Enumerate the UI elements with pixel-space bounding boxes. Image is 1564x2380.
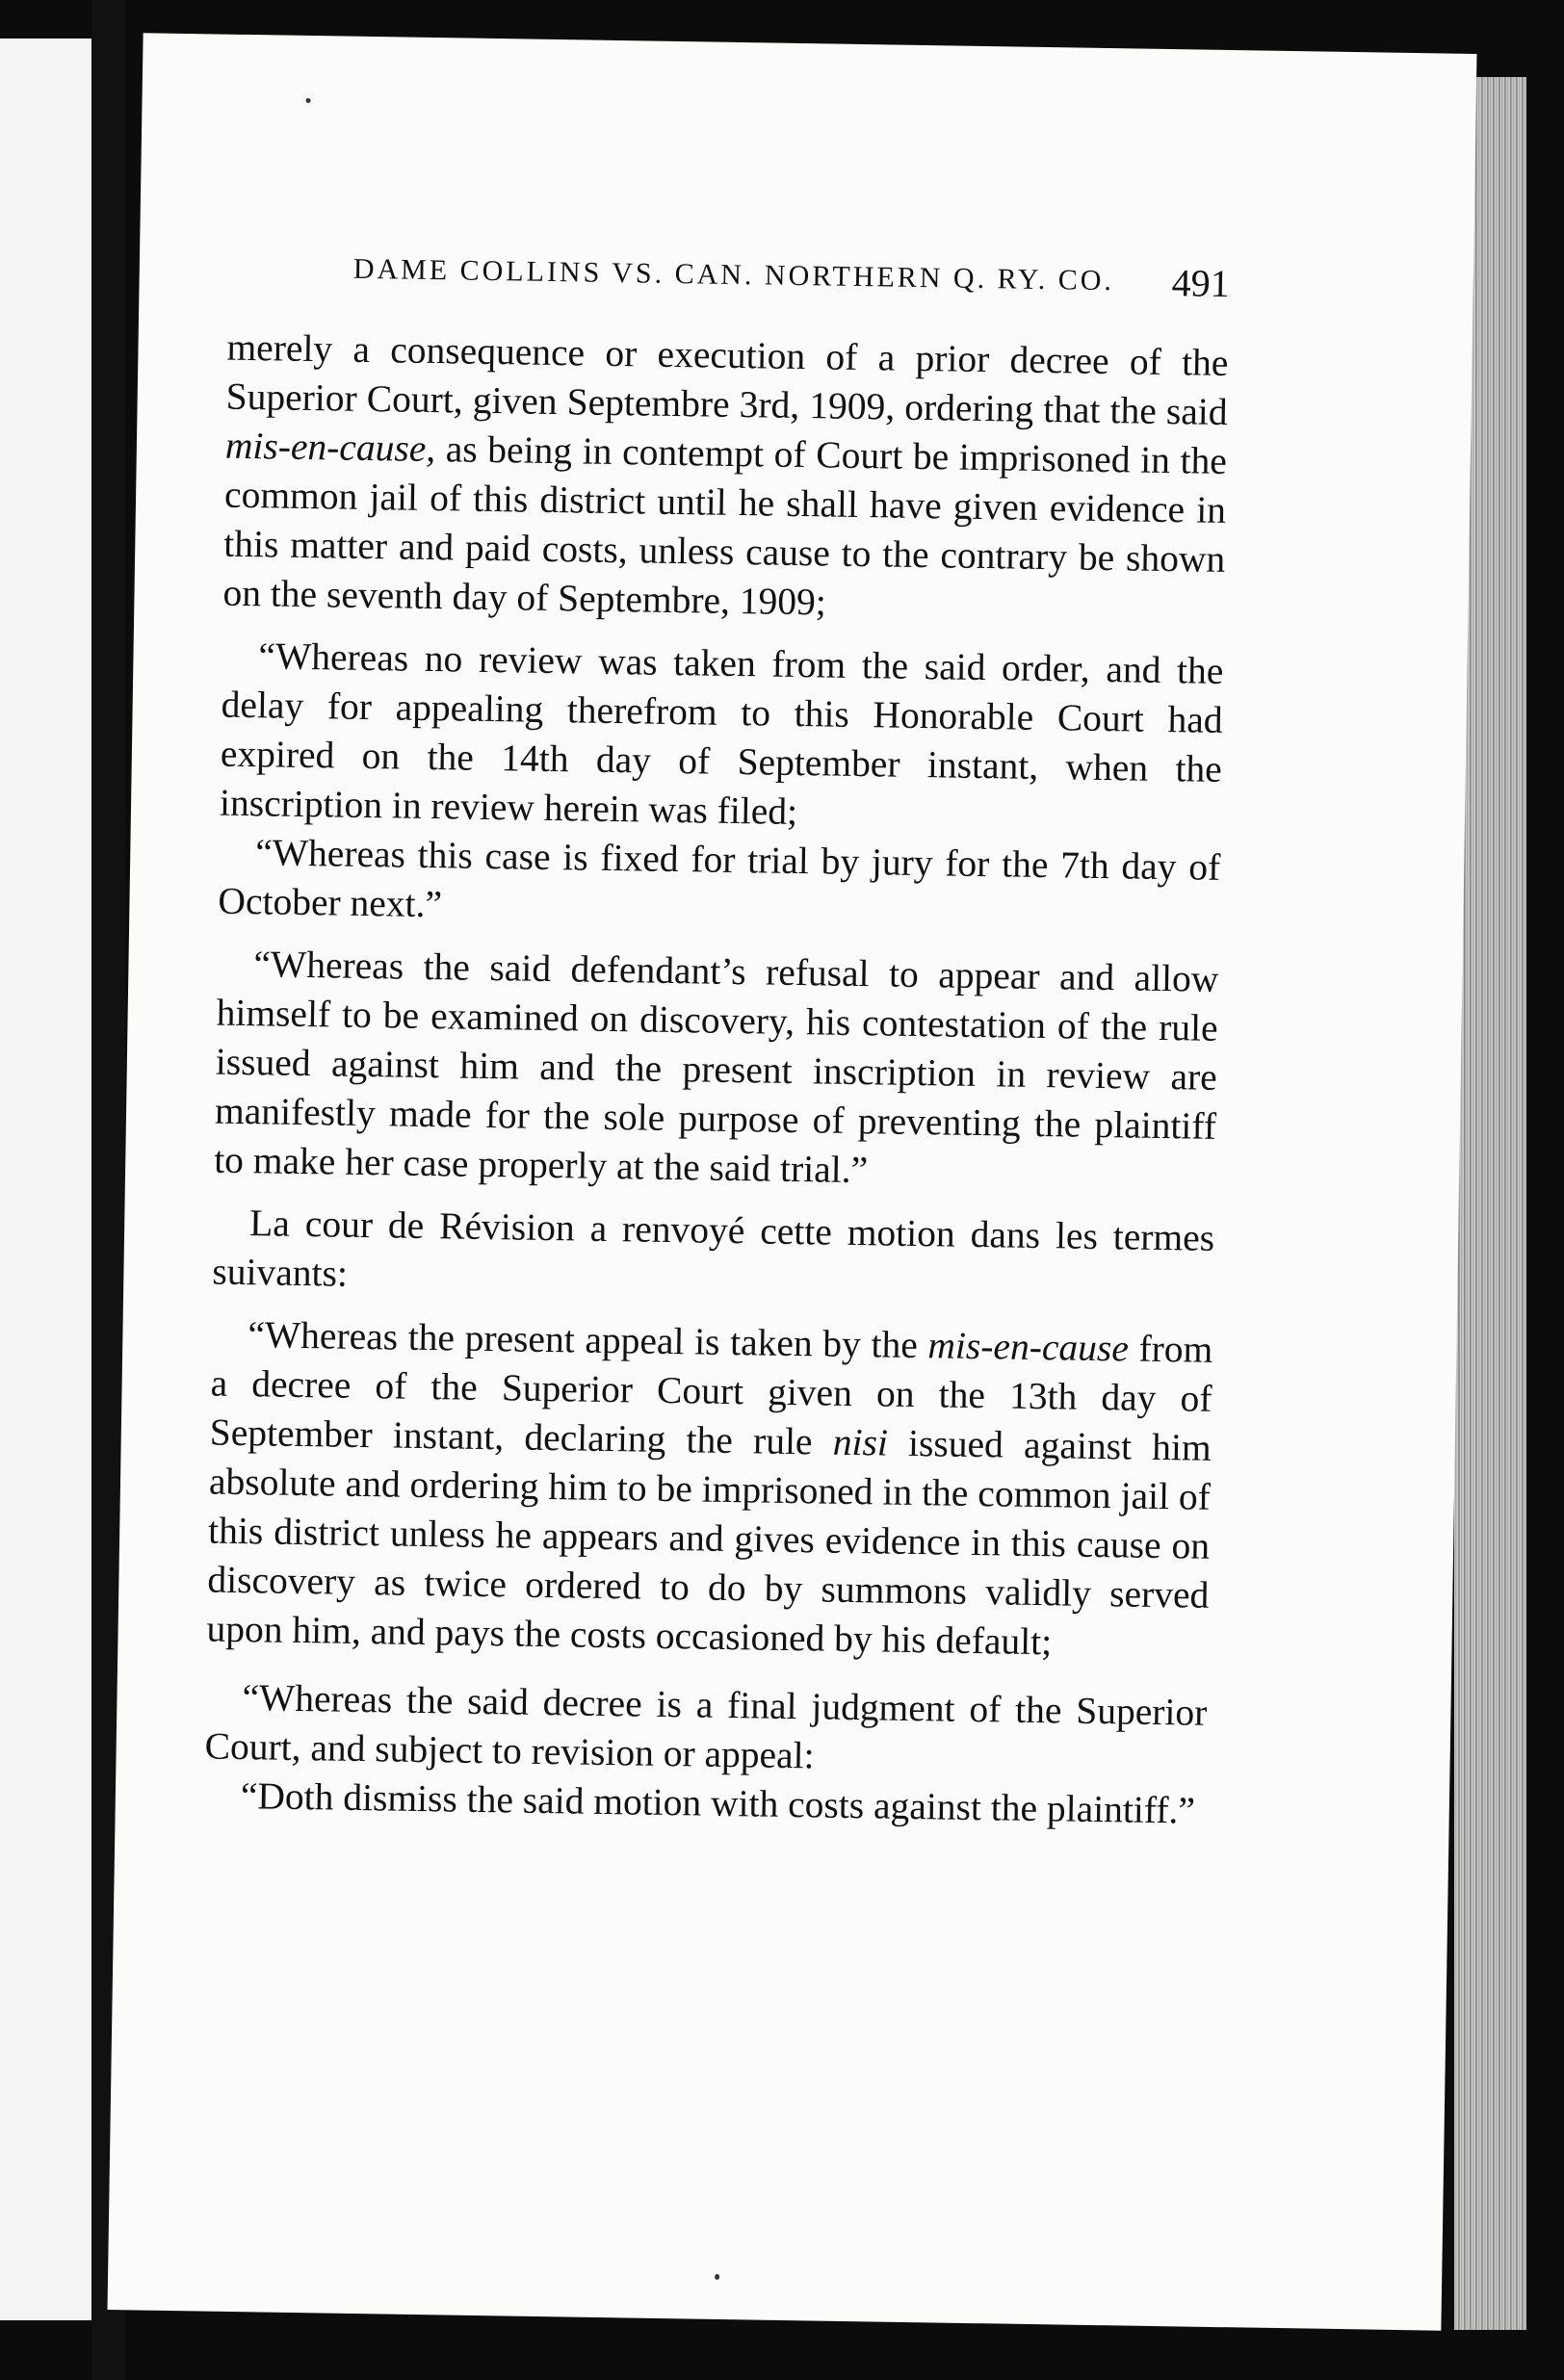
text-segment: “Whereas this case is fixed for trial by jury for the 7th day of October next.”	[218, 831, 1221, 926]
page-text-area	[204, 35, 1234, 1832]
italic-segment: nisi	[832, 1420, 889, 1464]
text-segment: “Whereas the said defendant’s refusal to appear and allow himself to be examined on discovery, his contestation of the rule issued against him and the present inscription in review are manifestly made for the sole purpose of preventing the plaintiff to make her case properly at the said trial.”	[213, 943, 1219, 1192]
edge-shadow	[1526, 58, 1564, 2380]
paragraph-7	[204, 1673, 1207, 1787]
text-segment: as being in contempt of Court be imprisoned in the common jail of this district until he shall have given evidence in this matter and paid costs, unless cause to the contrary be shown on the seventh day of Septembre, 1909;	[222, 427, 1228, 624]
body-text	[204, 323, 1229, 1836]
page-number: 491	[1171, 261, 1231, 306]
text-segment: “Whereas the said decree is a final judgment of the Superior Court, and subject to revision or appeal:	[204, 1676, 1208, 1777]
book-page	[108, 33, 1477, 2330]
paragraph-6	[206, 1310, 1212, 1669]
running-head	[227, 251, 1230, 315]
paragraph-5	[212, 1199, 1214, 1312]
text-segment: issued against him absolute and ordering him to be imprisoned in the common jail of this district unless he appears and gives evidence in this cause on discovery as twice ordered to do by summons validly served upon him, and pays the costs occasioned by his default;	[206, 1421, 1212, 1664]
text-segment: from a decree of the Superior Court given on the 13th day of September instant, declaring the rule	[209, 1327, 1213, 1463]
adjacent-left-page	[0, 39, 91, 2320]
italic-segment: mis-en-cause	[927, 1324, 1130, 1370]
text-segment: La cour de Révision a renvoyé cette motion dans les termes suivants:	[212, 1202, 1215, 1295]
italic-segment: mis-en-cause,	[224, 424, 436, 471]
dust-speck	[715, 2274, 719, 2280]
text-segment: “Whereas the present appeal is taken by the	[248, 1313, 928, 1367]
paragraph-4	[214, 940, 1219, 1201]
text-segment: merely a consequence or execution of a prior decree of the Superior Court, given Septembre 3rd, 1909, ordering that the said	[225, 325, 1229, 434]
paragraph-2	[220, 632, 1224, 843]
paragraph-1	[222, 323, 1229, 634]
paragraph-3	[218, 828, 1220, 942]
text-segment: “Doth dismiss the said motion with costs against the plaintiff.”	[240, 1774, 1196, 1832]
dust-speck	[306, 98, 311, 103]
text-segment: “Whereas no review was taken from the said order, and the delay for appealing therefrom to this Honorable Court had expired on the 14th day of September instant, when the inscription in review herein was filed;	[219, 634, 1224, 834]
running-head-title: DAME COLLINS VS. CAN. NORTHERN Q. RY. CO.	[352, 252, 1115, 298]
